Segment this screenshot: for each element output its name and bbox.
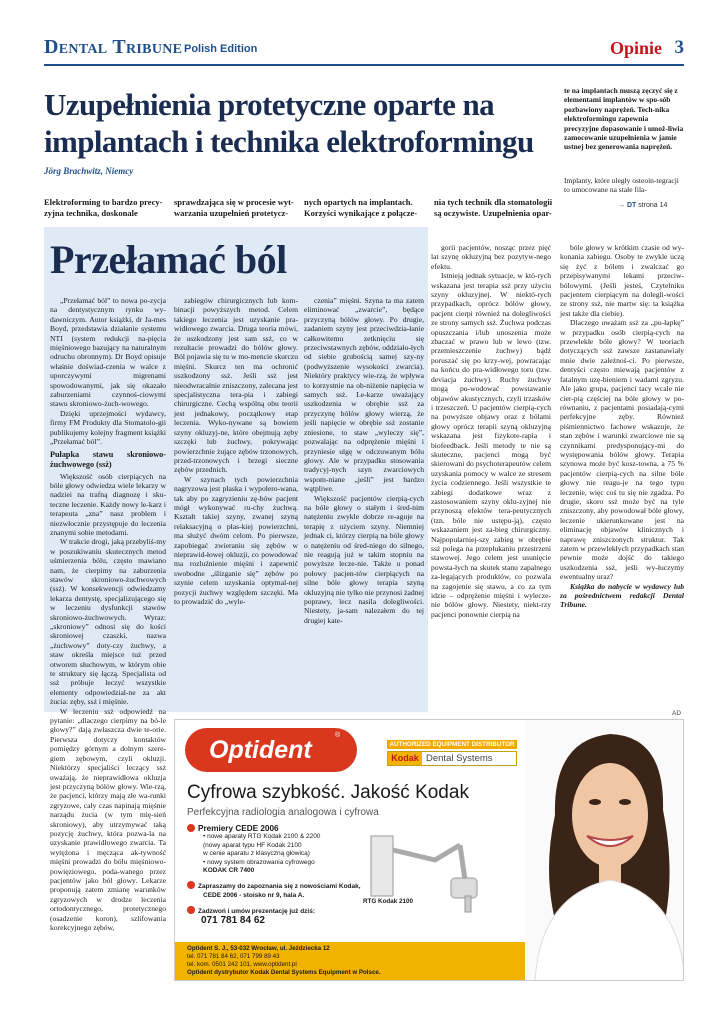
article-title-line-1: Uzupełnienia protetyczne oparte na [44, 87, 495, 122]
page-number: 3 [674, 37, 684, 58]
bullet-icon [187, 906, 195, 914]
article-column-1 [50, 296, 166, 932]
paragraph: Dlaczego uważam ssż za „pu-łapkę” w przypadku osób cierpią-cych na przewlekłe bóle głowy? W teoriach dotyczących ssż zawsze zastanawiały mnie dwie zależnoś-ci. Po pierwsze, dentyści często miewają pacjentów z fatalnym uzę-bieniem i wadami zgryzu. Ale jako grupa, pacjenci tacy wcale nie cier-pią częściej na bóle głowy w po-równaniu, z pacjentami posiadają-cymi perfekcyjne zęby. Również piśmiennictwo fachowe wskazuje, że stan zębów i warunki zwarciowe nie są czynnikami predysponujący-mi do występowania bólów głowy. Terapia szynowa może być kosz-towna, a 75 % pacjentów cierpią-cych na silne bóle głowy nie reagu-je na tego typu leczenie, więc coś tu się nie zgadza. Po drugie, skoro ssż może być na tyle zniszczony, aby powodował bóle głowy, leczenie ukierunkowane jest na eliminację objawów klinicznych i naprawę zniszczonych struktur. Tak zatem w przewlekłych przypadkach stan pewnie może dojść do takiego uszkodzenia ssż, jeśli wy-łuczymy ewentualny uraz? [560, 318, 684, 582]
paragraph: bóle głowy w krótkim czasie od wy-konania zabiegu. Osoby te zwykle uczą się żyć z bólem i zwalczać go przepisywanymi lekami przeciw-bólowymi. (Jeśli jesteś, Czytelniku pacjentem cierpiącym na dolegli-wości ze strony ssż, nie martw się: ta książka jest także dla ciebie). [560, 243, 684, 318]
optident-logo [185, 728, 357, 772]
list-item: (nowy aparat typu HF Kodak 2100 [203, 841, 302, 849]
xray-caption: RTG Kodak 2100 [363, 898, 414, 905]
eye [619, 799, 631, 805]
article-title-line-2: implantach i technika elektroformingu [44, 124, 534, 159]
paragraph: „Przełamać ból” to nowa po-zycja na dentystycznym rynku wy-dawniczym. Autor książki, dr Ja-mes Boyd, przedstawia działanie systemu NTI (system redukcji na-pięcia mięśniowego bazujący na naturalnym odruchu obronnym). Dr Boyd opisuje właśnie doświad-czenia w walce z uporczywymi migrenami spowodowanymi, jak się okazało zaburzeniami czynnoś-ciowymi stawu skroniowo-żuch-wowego. [50, 296, 166, 409]
paragraph: Większość osób cierpiących na bóle głowy odwiedza wiele lekarzy w nadziei na trafną diagnozę i sku-teczne leczenie. Każdy nowy le-karz i terapeuta „zna” nasz problem i niezwłocznie przystępuje do leczenia znanymi sobie metodami. [50, 471, 166, 537]
list-item: w cenie aparatu z klasyczną głowicą) [203, 850, 310, 858]
article-title [44, 86, 544, 160]
xray-cone [465, 896, 471, 912]
kodak-dental-systems-logo [387, 751, 517, 766]
ad-body [187, 824, 372, 925]
face [572, 763, 648, 867]
article-author: Jörg Brachwitz, Niemcy [44, 166, 134, 176]
phone-number[interactable]: 071 781 84 62 [201, 914, 265, 926]
ad-headline: Cyfrowa szybkość. Jakość Kodak [187, 782, 469, 803]
xray-wall-mount [371, 836, 393, 896]
book-availability-note: Książka do nabycie w wydawcy lub za pośrednictwem redakcji Dental Tribune. [560, 581, 684, 610]
dental-systems-text: Dental Systems [426, 753, 493, 764]
article-column-3 [304, 296, 424, 625]
paragraph: Dzięki uprzejmości wydawcy, firmy FM Produkty dla Stomatolo-gii publikujemy kolejny fragment książki „Przełamać ból”. [50, 408, 166, 447]
company-address: Optident S. J., 53-032 Wrocław, ul. Jeździecka 12 [187, 945, 330, 952]
optident-logo-text: Optident [209, 736, 312, 764]
paragraph: Większość pacjentów cierpią-cych na bóle głowy o stałym i śred-nim natężeniu zwykle dobrze re-aguje na terapię z użyciem szyny. Niemniej jednak ci, którzy cierpią na bóle głowy o natężeniu od śred-niego do silnego, nie reagują już w takim stopniu na powyższe lecze-nie. Także u ponad połowy pacjen-tów cierpiących na silne bóle głowy terapia szyną okluzyjną nie tylko nie przynosi żadnej poprawy, lecz nasila dolegliwości. Niestety, ja-sam nalezałem do tej drugiej kate- [304, 493, 424, 625]
lead-column-3: nych opartych na implantach. Korzyści wynikające z połącze- [304, 197, 418, 218]
ad-subheadline: Perfekcyjna radiologia analogowa i cyfrowa [187, 807, 379, 818]
smiling-woman-photo [525, 720, 684, 981]
order-text: Zadzwoń i umów prezentację już dziś: [187, 906, 372, 916]
company-web: tel. kom. 0501 242 101, www.optident.pl [187, 961, 297, 968]
bullet-icon [187, 881, 195, 889]
brand-name: Dental Tribune [44, 36, 183, 58]
paragraph: zabiegów chirurgicznych lub kom-binacji powyższych metod. Celem takiego leczenia jest uzyskanie pra-widłowego zwarcia. Druga teoria mówi, że uszkodzony jest sam ssż, co w rezultacie prowadzi do bólów głowy. Ból pojawia się tu w mo-mencie skurczu mięśni. Skurcz ten ma ochronić uszkodzony ssż. Jeśli ssż jest nieodwracalnie zniszczony, zalecana jest specjalistyczna tera-pia i zabiegi chirurgiczne. Cechą wspólną obu teorii jest jednakowy, początkowy etap leczenia. Wyko-nywane są bowiem szyny okluzyj-ne, które obejmują zęby szczęki lub żuchwy, pokrywając powierzchnie żujące zębów trzonowych, przed-trzonowych i brzegi sieczne zębów przednich. [174, 296, 298, 475]
paragraph: gorii pacjentów, nosząc przez pięć lat szynę okluzyjną bez pozytyw-nego efektu. [431, 243, 551, 271]
paragraph: W szynach tych powierzchnia nagryzowa jest płaska i wypolero-wana, tak aby po zagryzieniu zę-bów pacjent mógł wykonywać ru-chy żuchwą. Kształt takiej szyny, zwanej szyną relaksacyjną o płas-kiej powierzchni, ma służyć dwóm celom. Po pierwsze, zapobiegać zwieraniu się zębów w nieprawid-łowej okluzji, co powodować ma rozluźnienie mięśni i zapewnić swobodne „ślizganie się” zębów po szynie celem uzyskania optymal-nej pozycji żuchwy względem szczęki. Ma to prowadzić do „wyle- [174, 474, 298, 606]
ad-label: AD [672, 710, 682, 717]
edition-label: Polish Edition [184, 43, 258, 55]
xray-arm [460, 845, 465, 880]
ad-footer [175, 942, 545, 980]
lead-column-1: Elektroforming to bardzo precy-zyjna technika, doskonale [44, 197, 163, 218]
xray-unit-illustration [365, 830, 485, 940]
subheading: Pułapka stawu skroniowo-żuchwowego (ssż) [50, 449, 166, 469]
registered-mark: ® [335, 732, 341, 739]
paragraph: Istnieją jednak sytuacje, w któ-rych wskazana jest terapia ssż przy użyciu szyny okluzyjnej. W niektó-rych przypadkach, oprócz bólów głowy, pacjent cierpi również na dolegliwości ze strony samych ssż. Żuchwa podczas opuszczania i/lub unoszenia może zbaczać w prawo lub w lewo (tzw. przemieszczenie żuchwy) bądź poruszać się po krzy-wej, powracając na końcu do pra-widłowego toru (tzw. deviacja żuchwy). Ruchy żuchwy mogą po-wodować powstawanie objawów akustycznych, czyli trzasków i trzeszczeń. U pacjentów cierpią-cych na powyższe objawy oraz z bólami głowy oprócz terapii szyną okluzyjną wskazana jest fizykote-rapia i biofeedback. Jeśli metody te nie są skuteczne, pacjenci mogą być skierowani do psychoterapeutów celem uzyskania pomocy w walce ze stresem życia codziennego. Jeśli wszystkie te zabiegi dodatkowe wraz z zastosowaniem szyny oklu-zyjnej nie przynoszą efektów tera-peutycznych (tzn. bóle nie ustępu-ją), często wskazaniem jest za-bieg chirurgiczny. Najpopularniej-szy zabieg w obrębie ssż polega na przepłukaniu przestrzeni stawowej. Jego celem jest usunięcie powsta-łych na skutek stanu zapalnego za-legających produktów, co pozwala na zagojenie się stawu, a co za tym idzie – odprężenie mięśni i wylecze-nie bólów głowy. Niestety, niekt-rzy pacjenci ponownie cierpią na [431, 271, 551, 619]
featured-article-title: Przełamać ból [50, 237, 287, 282]
invitation-text: Zapraszamy do zapoznania się z nowościami Kodak, [187, 881, 372, 891]
sidebar-lead-text: te na implantach muszą zęczyć się z elementami implantów w spo-sób pozbawiony naprężeń. Tech-nika elektroformingu zapewnia precyzyjne dopasowanie i umoż-liwia zamocowanie uzupełnienia w jamie ustnej bez generowania naprężeń. [564, 86, 684, 152]
paragraph: W leczeniu ssż odpowiedź na pytanie: „dlaczego cierpimy na bó-le głowy?” dają zwłaszcza dwie te-orie. Pierwsza dotyczy kontaktów pomiędzy górnym a dolnym szere-giem zębowym, czyli okluzji. Niektórzy specjaliści leczący ssż uważają, że nieprawidłowa okluzja jest przyczyną bólów głowy. Wie-rzą, że pacjenci, którzy mają złe wa-runki zgryzowe, cały czas napinają mięśnie narządu żucia (w tym mię-sień skroniowy), aby utrzymywać taką pozycję żuchwy, która pozwa-la na uzyskanie prawidłowego zwarcia. Ta wytężona i męcząca ak-tywność mięśni prowadzi do bólu mięśniowo-powięziowego, poda-wanego przez pacjentów jako ból głowy. Lekarze proponują zatem zmianę warunków zgryzowych w drodze leczenia ortodontycznego, protetycznego (osadzenie koron), szlifowania korekcyjnego zębów, [50, 706, 166, 932]
article-column-2 [174, 296, 298, 606]
lead-column-2: sprawdzająca się w procesie wyt-warzania uzupełnień protetycz- [174, 197, 294, 218]
list-item: KODAK CR 7400 [203, 867, 255, 875]
continued-link[interactable] [618, 202, 667, 209]
continued-page-ref: strona 14 [638, 202, 668, 209]
list-item: • nowe aparaty RTG Kodak 2100 & 2200 [203, 833, 321, 841]
optident-ad[interactable] [174, 719, 684, 981]
masthead [44, 36, 684, 66]
eye [589, 799, 601, 805]
distributor-note: Optident dystrybutor Kodak Dental Systems Equipment w Polsce. [187, 969, 381, 976]
section-name: Opinie [609, 38, 662, 58]
company-phone: tel. 071 781 84 62, 071 799 89 43 [187, 953, 280, 960]
sidebar-continued-text: Implanty, które uległy osteoin-tegracji to umocowane na stałe fila- [564, 176, 679, 195]
continued-arrow-icon: → DT [618, 202, 637, 209]
xray-head [451, 878, 477, 898]
article-column-5 [560, 243, 684, 610]
lead-column-4: nia tych technik dla stomatologii są oczywiste. Uzupełnienia opar- [434, 197, 553, 218]
premiere-heading: Premiery CEDE 2006 [187, 824, 372, 833]
list-item: • nowy system obrazowania cyfrowego [203, 858, 315, 866]
xray-arm [393, 845, 460, 860]
paragraph: czenia” mięśni. Szyna ta ma zatem eliminować „zwarcie”, będące przyczyną bólów głowy. Po drugie, zadaniem szyny jest przeciwdzia-łanie całkowitemu zetknięciu się przeciwstawnych zębów, oddziało-łych od siebie grubością samej szy-ny (podwyższenie wysokości zwarcia). Niektóry praktycy wie-rzą, że wpływa to korzystnie na ob-niżenie napięcia w samych ssż. Le-karze uważający uszkodzenia w obrębie ssż za przyczynę bólów głowy wierzą, że jeśli napięcie w obrębie ssż zostanie zniesione, to staw „wyleczy się”, pozwalając na odprężenie mięśni i przyniesie ulgę w odczuwanym bólu głowy. Ale w przypadku stosowania tradycyj-nych szyn zwarciowych wspom-niane „jeśli” jest bardzo wątpliwe. [304, 296, 424, 494]
kodak-logo: Kodak [388, 752, 422, 765]
article-column-4 [431, 243, 551, 619]
paragraph: W trakcie drogi, jaką przebyliś-my w poszukiwaniu skutecznych metod uśmierzenia bólu, często mawiano nam, że cierpimy na zaburzenia stawów skroniowo-żuchwowych (ssż). W konsekwencji odwiedzamy lekarza dentystę, specjalizującego się w leczeniu dysfunkcji stawów skroniowo-żuchwowych. Wyraz: „skroniowy” odnosi się do kości skroniowej czaszki, nazwa „żuchwowy” doty-czy żuchwy, a staw określa miejsce tuż przed otworem słuchowym, w którym obie te struktury się łączą. Specjalista od ssż próbuje leczyć wszystkie elementy odpowiedzial-ne za akt żucia: zęby, ssż i mięśnie. [50, 537, 166, 707]
bullet-icon [187, 824, 195, 832]
authorized-distributor-badge: AUTHORIZED EQUIPMENT DISTRIBUTOR [387, 740, 517, 749]
invitation-stand: CEDE 2006 - stoisko nr 9, hala A. [203, 891, 305, 899]
